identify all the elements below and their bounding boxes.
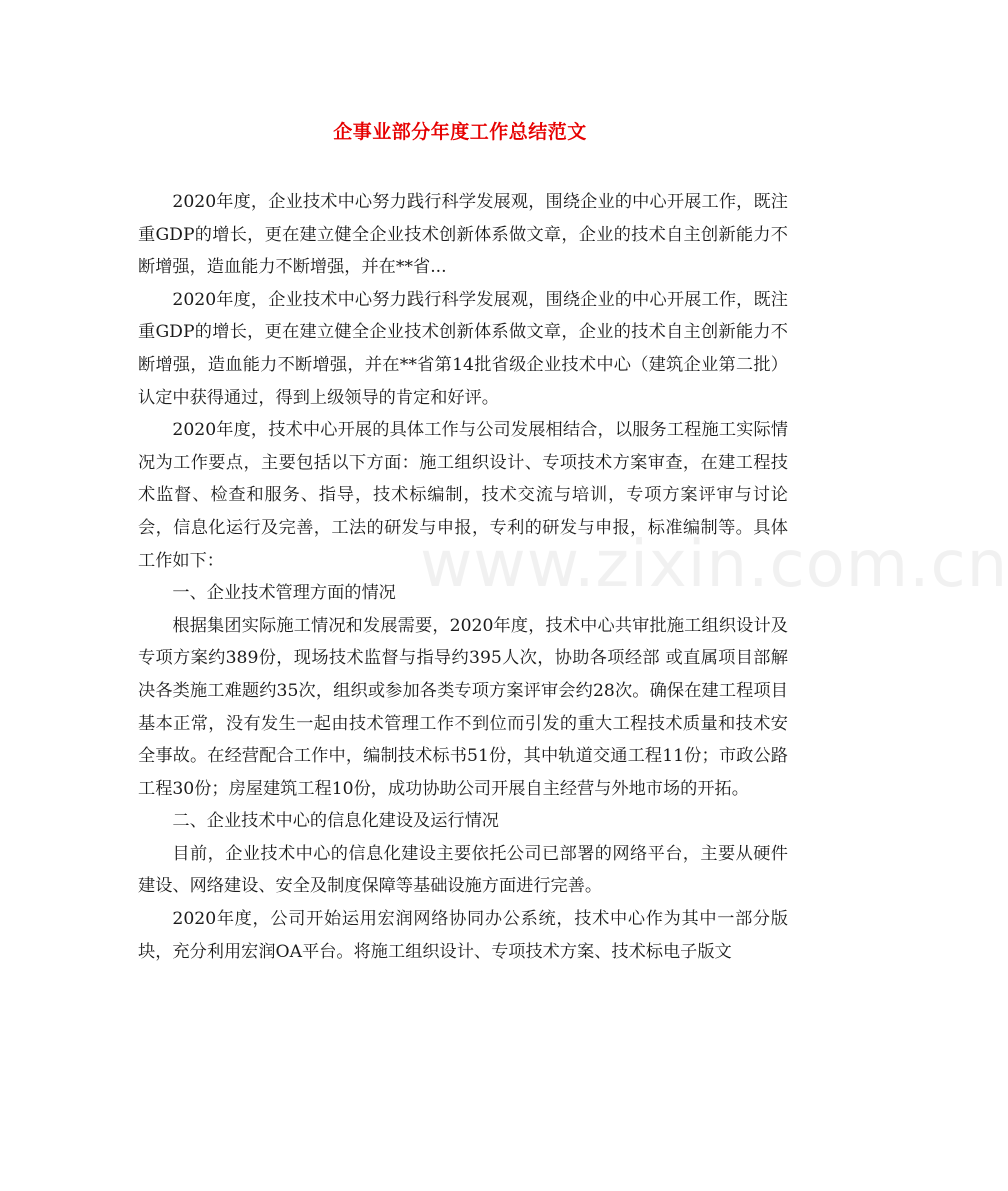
section-heading-technical-management: 一、企业技术管理方面的情况 xyxy=(172,583,396,604)
paragraph-informatization-current: 目前，企业技术中心的信息化建设主要依托公司已部署的网络平台，主要从硬件建设、网络建设、安全及制度保障等基础设施方面进行完善。 xyxy=(138,843,788,897)
document-body xyxy=(138,186,788,968)
paragraph-oa-platform: 2020年度，公司开始运用宏润网络协同办公系统，技术中心作为其中一部分版块，充分利用宏润OA平台。将施工组织设计、专项技术方案、技术标电子版文 xyxy=(138,909,788,962)
paragraph-work-overview: 2020年度，技术中心开展的具体工作与公司发展相结合，以服务工程施工实际情况为工作要点，主要包括以下方面：施工组织设计、专项技术方案审查，在建工程技术监督、检查和服务、指导，技术标编制，技术交流与培训，专项方案评审与讨论会，信息化运行及完善，工法的研发与申报，专利的研发与申报，标准编制等。具体工作如下： xyxy=(138,420,788,571)
section-heading-informatization: 二、企业技术中心的信息化建设及运行情况 xyxy=(172,811,499,832)
document-title: 企事业部分年度工作总结范文 xyxy=(333,121,587,143)
paragraph-intro-full: 2020年度，企业技术中心努力践行科学发展观，围绕企业的中心开展工作，既注重GDP的增长，更在建立健全企业技术创新体系做文章，企业的技术自主创新能力不断增强，造血能力不断增强，并在**省第14批省级企业技术中心（建筑企业第二批）认定中获得通过，得到上级领导的肯定和好评。 xyxy=(138,289,788,408)
paragraph-intro-summary: 2020年度，企业技术中心努力践行科学发展观，围绕企业的中心开展工作，既注重GDP的增长，更在建立健全企业技术创新体系做文章，企业的技术自主创新能力不断增强，造血能力不断增强，并在**省... xyxy=(138,192,788,278)
watermark-text: www.zixin.com.cn xyxy=(420,528,1008,602)
paragraph-technical-management: 根据集团实际施工情况和发展需要，2020年度，技术中心共审批施工组织设计及专项方案约389份，现场技术监督与指导约395人次，协助各项经部 或直属项目部解决各类施工难题约35次，组织或参加各类专项方案评审会约28次。确保在建工程项目基本正常，没有发生一起由技术管理工作不到位而引发的重大工程技术质量和技术安全事故。在经营配合工作中，编制技术标书51份，其中轨道交通工程11份；市政公路工程30份；房屋建筑工程10份，成功协助公司开展自主经营与外地市场的开拓。 xyxy=(138,615,788,799)
